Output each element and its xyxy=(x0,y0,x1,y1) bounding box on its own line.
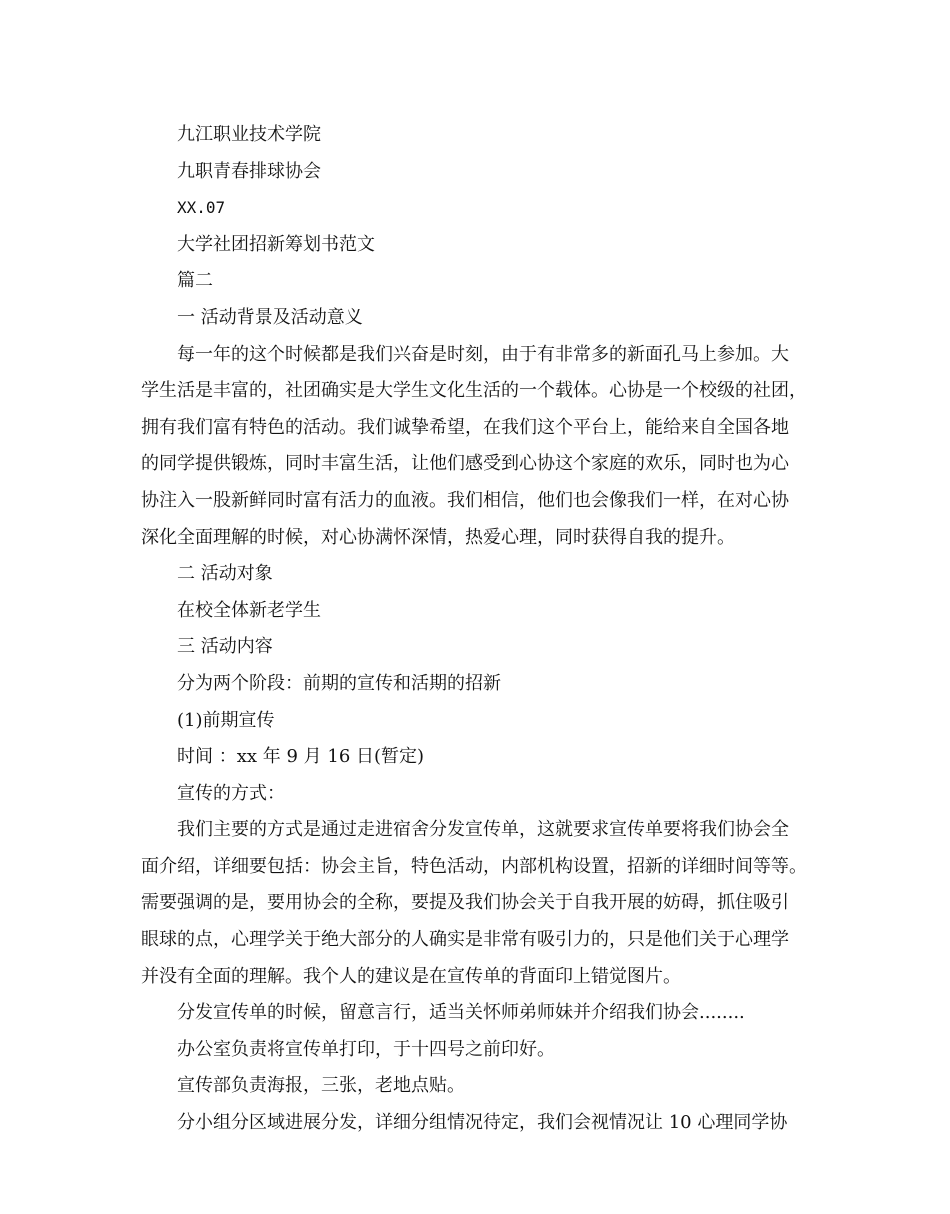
college-name: 九江职业技术学院 xyxy=(177,124,321,145)
body-line: 宣传部负责海报，三张，老地点贴。 xyxy=(177,1075,465,1097)
association-name: 九职青春排球协会 xyxy=(177,160,321,182)
subsection-heading: (1)前期宣传 xyxy=(177,709,275,731)
body-line: 分为两个阶段：前期的宣传和活期的招新 xyxy=(177,672,501,694)
body-line: 拥有我们富有特色的活动。我们诚挚希望，在我们这个平台上，能给来自全国各地 xyxy=(141,416,789,438)
body-line: 每一年的这个时候都是我们兴奋是时刻，由于有非常多的新面孔马上参加。大 xyxy=(177,343,789,365)
body-line: 的同学提供锻炼，同时丰富生活，让他们感受到心协这个家庭的欢乐，同时也为心 xyxy=(141,453,789,475)
section-heading-background: 一 活动背景及活动意义 xyxy=(177,306,363,328)
body-line: 分小组分区域进展分发，详细分组情况待定，我们会视情况让 10 心理同学协 xyxy=(177,1112,788,1134)
body-line: 学生活是丰富的，社团确实是大学生文化生活的一个载体。心协是一个校级的社团， xyxy=(141,380,807,402)
body-line: 宣传的方式： xyxy=(177,782,285,804)
body-line: 在校全体新老学生 xyxy=(177,599,321,621)
section-heading-content: 三 活动内容 xyxy=(177,636,273,658)
document-title: 大学社团招新筹划书范文 xyxy=(177,233,375,255)
body-line: 我们主要的方式是通过走进宿舍分发宣传单，这就要求宣传单要将我们协会全 xyxy=(177,819,789,841)
body-line: 需要强调的是，要用协会的全称，要提及我们协会关于自我开展的妨碍，抓住吸引 xyxy=(141,892,789,914)
body-line: 眼球的点，心理学关于绝大部分的人确实是非常有吸引力的，只是他们关于心理学 xyxy=(141,929,789,951)
body-line: 深化全面理解的时候，对心协满怀深情，热爱心理，同时获得自我的提升。 xyxy=(141,526,735,548)
body-line: 并没有全面的理解。我个人的建议是在宣传单的背面印上错觉图片。 xyxy=(141,965,681,987)
body-line: 协注入一股新鲜同时富有活力的血液。我们相信，他们也会像我们一样，在对心协 xyxy=(141,489,789,511)
body-line: 办公室负责将宣传单打印，于十四号之前印好。 xyxy=(177,1038,555,1060)
body-line: 面介绍，详细要包括：协会主旨，特色活动，内部机构设置，招新的详细时间等等。 xyxy=(141,855,807,877)
body-line: 分发宣传单的时候，留意言行，适当关怀师弟师妹并介绍我们协会........ xyxy=(177,1002,745,1024)
body-line: 时间 ：xx 年 9 月 16 日(暂定) xyxy=(177,746,425,768)
part-label: 篇二 xyxy=(177,270,213,292)
document-date: XX.07 xyxy=(177,198,226,218)
section-heading-target: 二 活动对象 xyxy=(177,563,273,585)
